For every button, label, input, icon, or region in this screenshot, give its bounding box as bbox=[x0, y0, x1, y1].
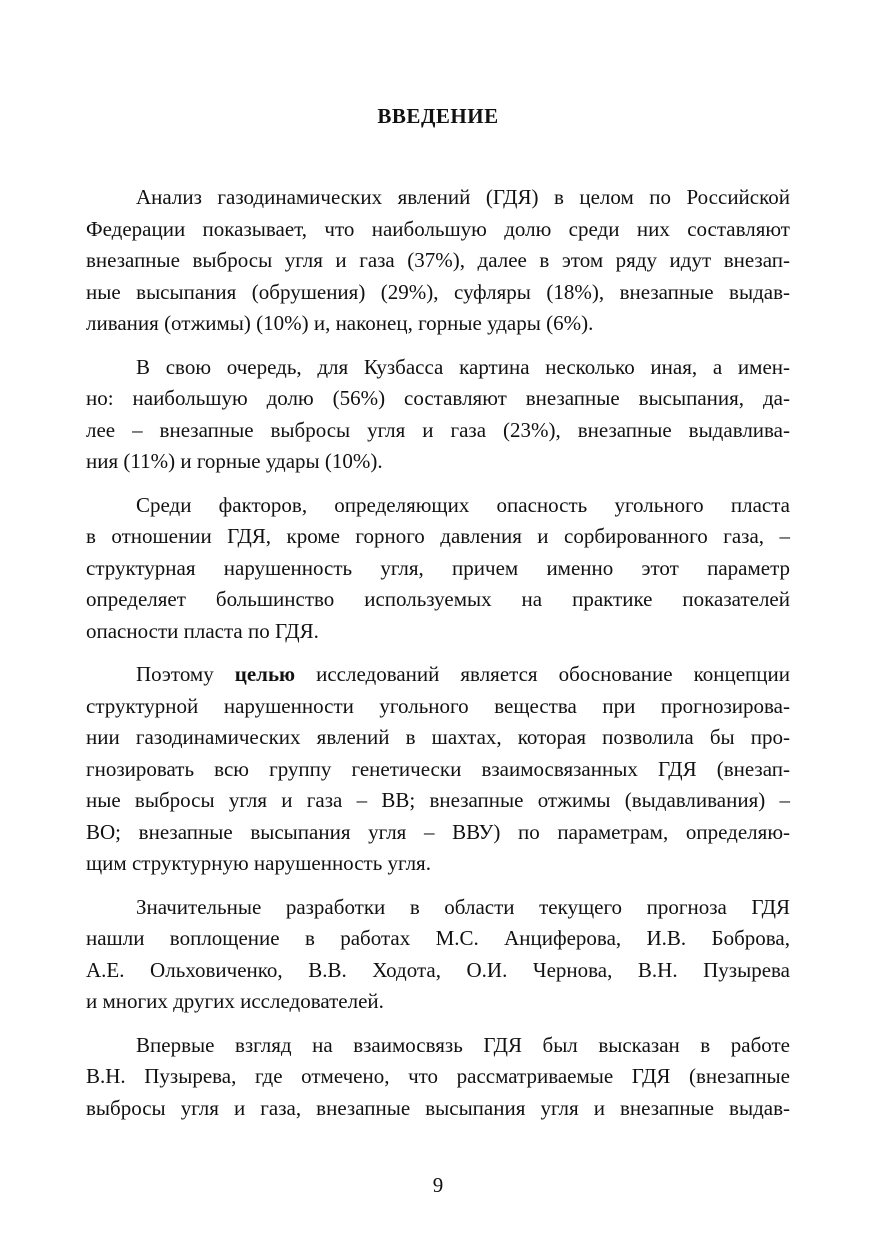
paragraph-6 bbox=[86, 1030, 790, 1125]
text-line: структурной нарушенности угольного вещества при прогнозирова- bbox=[86, 693, 790, 718]
section-title: ВВЕДЕНИЕ bbox=[377, 104, 499, 128]
paragraph-5 bbox=[86, 892, 790, 1018]
text-line: ливания (отжимы) (10%) и, наконец, горные удары (6%). bbox=[86, 311, 594, 335]
text-line: В свою очередь, для Кузбасса картина несколько иная, а имен- bbox=[136, 354, 790, 379]
text-line: ные высыпания (обрушения) (29%), суфляры (18%), внезапные выдав- bbox=[86, 279, 790, 304]
text-line: Впервые взгляд на взаимосвязь ГДЯ был высказан в работе bbox=[136, 1032, 790, 1057]
text-line: ВО; внезапные высыпания угля – ВВУ) по параметрам, определяю- bbox=[86, 819, 790, 844]
emphasis-word: целью bbox=[234, 662, 296, 686]
text-line: Среди факторов, определяющих опасность угольного пласта bbox=[136, 492, 790, 517]
text-line: нашли воплощение в работах М.С. Анциферова, И.В. Боброва, bbox=[86, 926, 790, 950]
text-line: Анализ газодинамических явлений (ГДЯ) в целом по Российской bbox=[136, 185, 790, 209]
text-line: Значительные разработки в области текущего прогноза ГДЯ bbox=[136, 894, 790, 919]
text-line: внезапные выбросы угля и газа (37%), далее в этом ряду идут внезап- bbox=[86, 248, 790, 272]
body-text bbox=[86, 182, 790, 1136]
text-line: выбросы угля и газа, внезапные высыпания угля и внезапные выдав- bbox=[86, 1095, 790, 1120]
text-line: нии газодинамических явлений в шахтах, которая позволила бы про- bbox=[86, 725, 790, 749]
text-line: и многих других исследователей. bbox=[86, 989, 384, 1013]
text-line: определяет большинство используемых на практике показателей bbox=[86, 587, 790, 611]
text-line: но: наибольшую долю (56%) составляют внезапные высыпания, да- bbox=[86, 386, 790, 410]
text-line bbox=[86, 659, 790, 691]
text-line: А.Е. Ольховиченко, В.В. Ходота, О.И. Чернова, В.Н. Пузырева bbox=[86, 957, 790, 982]
paragraph-2 bbox=[86, 352, 790, 478]
document-page bbox=[86, 0, 790, 1240]
paragraph-4 bbox=[86, 659, 790, 880]
text-fragment: исследований является обоснование концепции bbox=[295, 662, 791, 686]
text-line: лее – внезапные выбросы угля и газа (23%), внезапные выдавлива- bbox=[86, 417, 790, 442]
text-line: щим структурную нарушенность угля. bbox=[86, 851, 431, 875]
text-line: опасности пласта по ГДЯ. bbox=[86, 618, 319, 643]
page-number: 9 bbox=[432, 1173, 444, 1197]
text-line: В.Н. Пузырева, где отмечено, что рассматриваемые ГДЯ (внезапные bbox=[86, 1064, 790, 1088]
text-line: ные выбросы угля и газа – ВВ; внезапные отжимы (выдавливания) – bbox=[86, 788, 790, 812]
paragraph-1 bbox=[86, 182, 790, 340]
text-line: в отношении ГДЯ, кроме горного давления и сорбированного газа, – bbox=[86, 524, 790, 548]
text-line: гнозировать всю группу генетически взаимосвязанных ГДЯ (внезап- bbox=[86, 756, 790, 781]
text-line: Федерации показывает, что наибольшую долю среди них составляют bbox=[86, 216, 790, 241]
text-line: ния (11%) и горные удары (10%). bbox=[86, 449, 383, 473]
text-line: структурная нарушенность угля, причем именно этот параметр bbox=[86, 555, 790, 580]
paragraph-3 bbox=[86, 490, 790, 648]
text-fragment: Поэтому bbox=[136, 662, 235, 686]
